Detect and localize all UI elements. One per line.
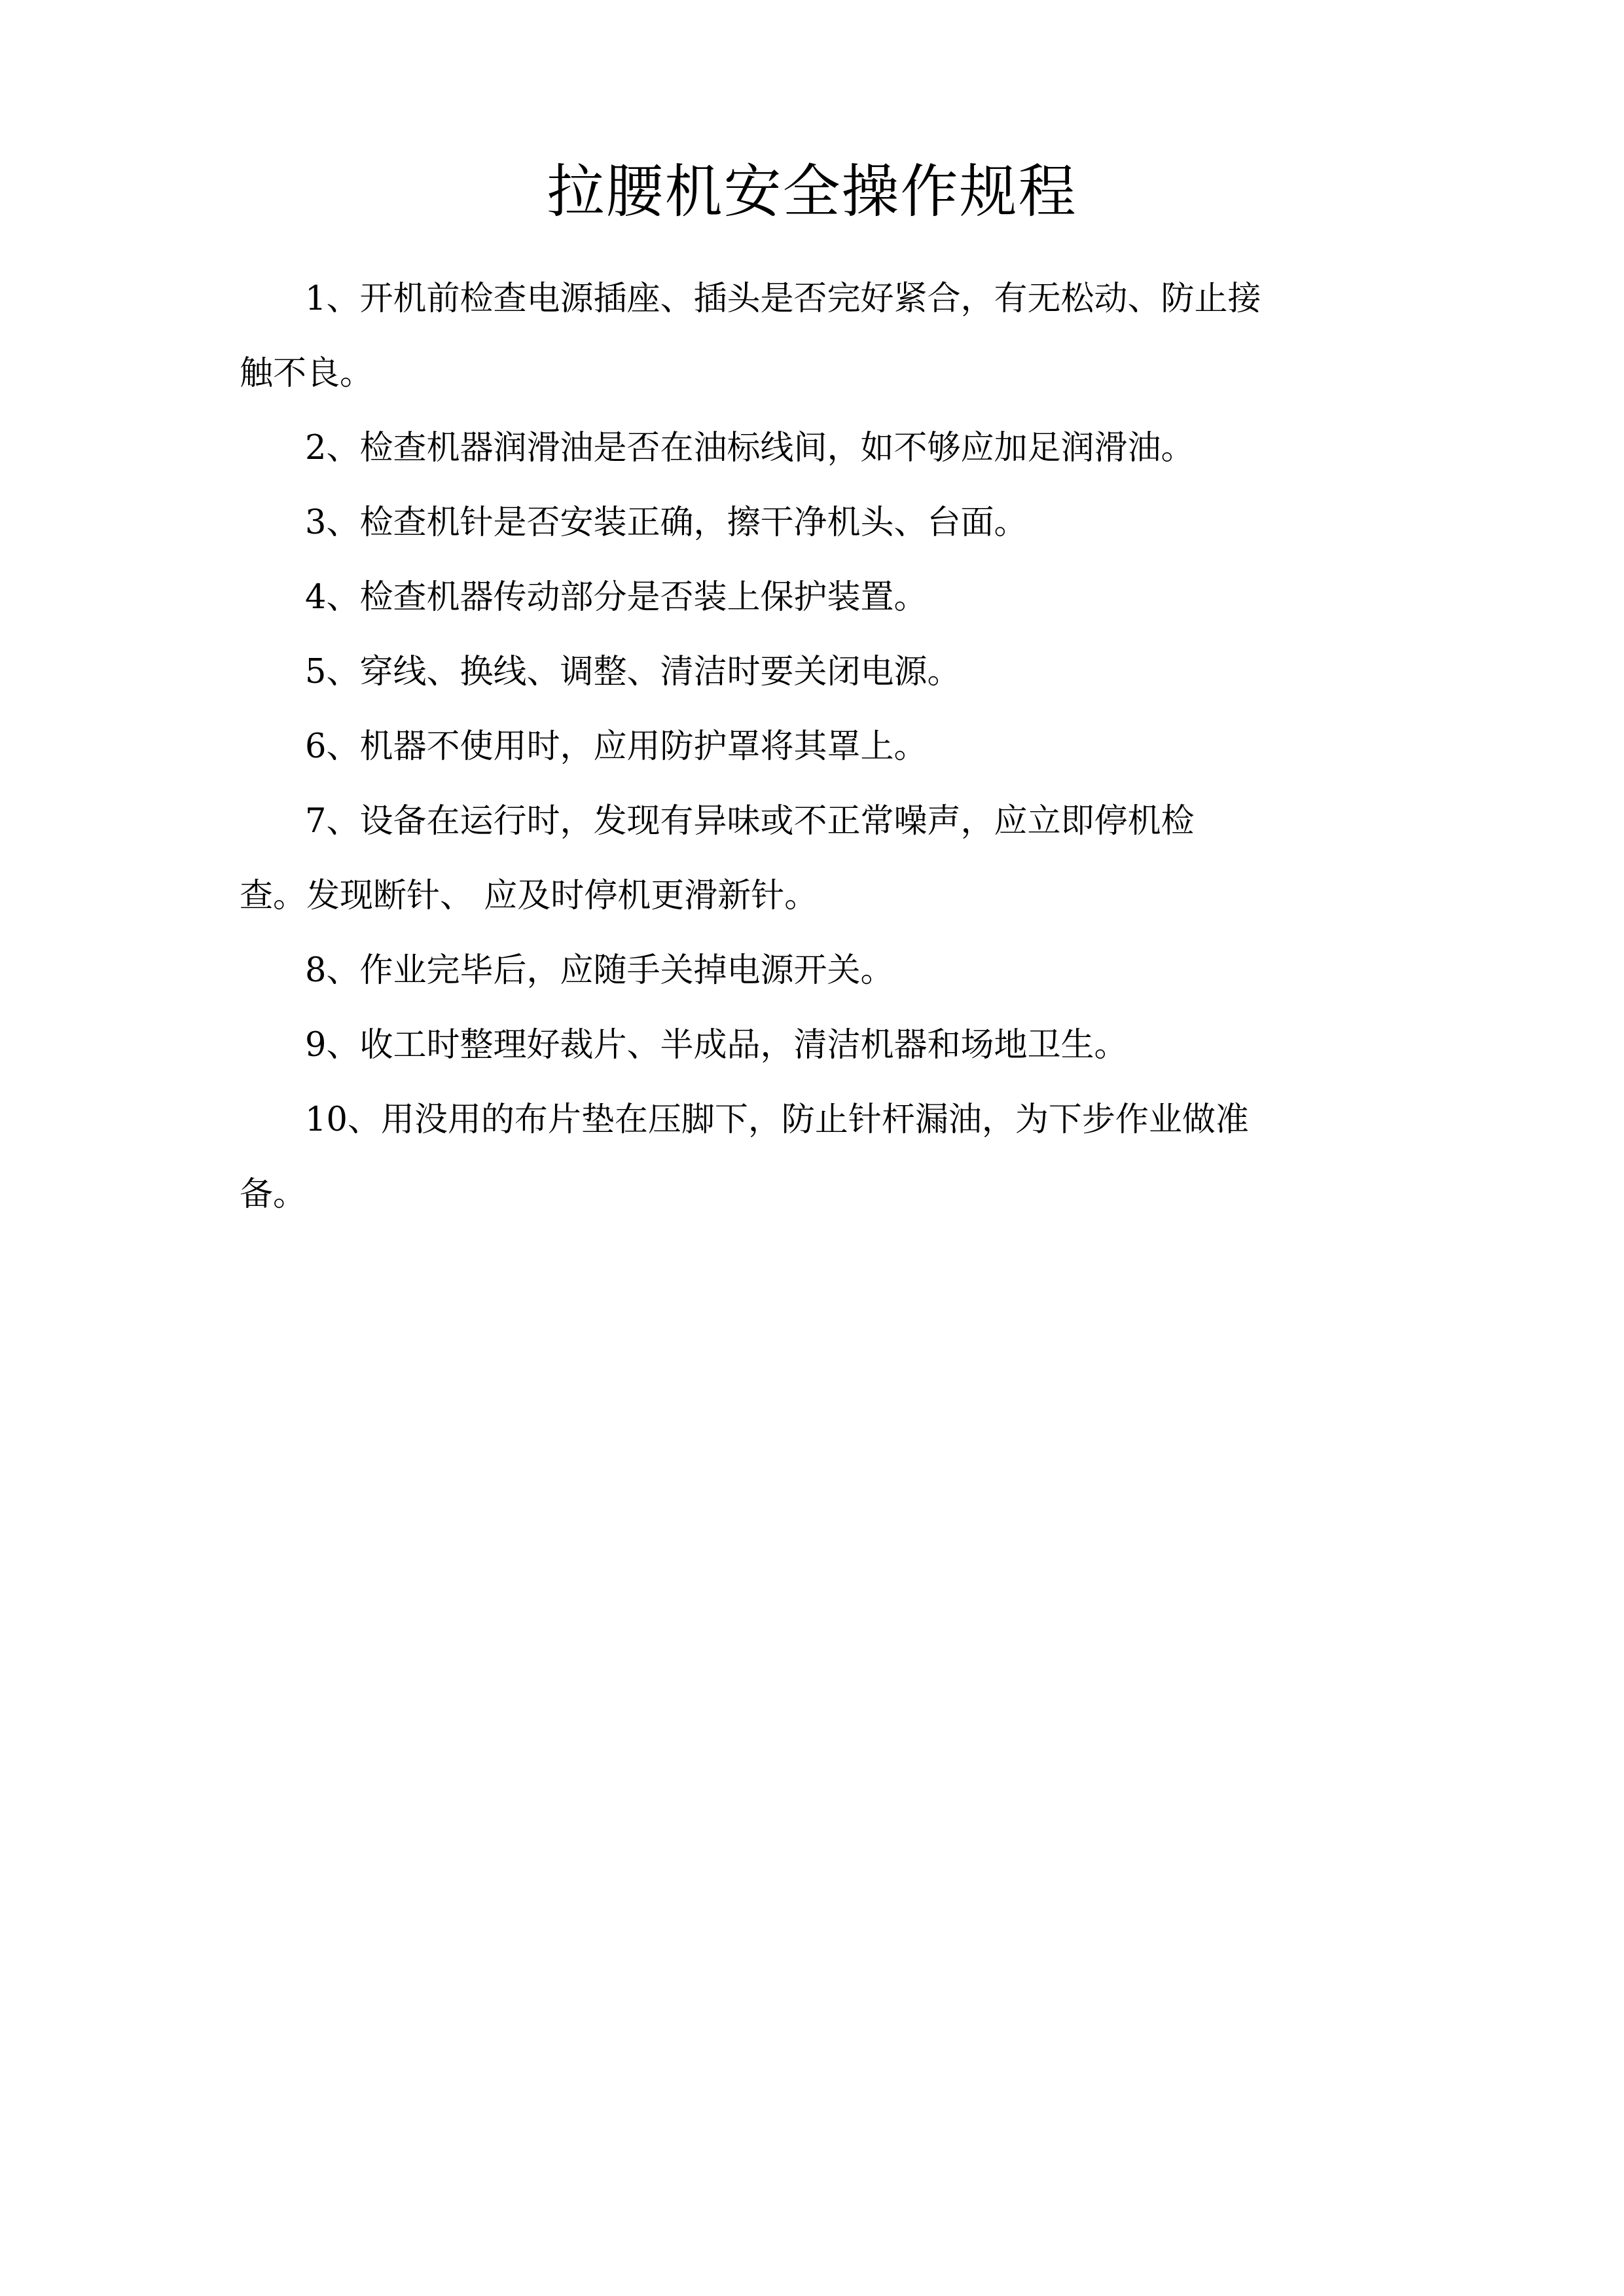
rule-text: 4、检查机器传动部分是否装上保护装置。 <box>305 578 928 617</box>
rule-text: 1、开机前检查电源插座、插头是否完好紧合，有无松动、防止接 <box>305 280 1261 318</box>
rule-text: 7、设备在运行时，发现有异味或不正常噪声，应立即停机检 <box>305 802 1195 841</box>
rule-text-continuation: 查。发现断针、 应及时停机更滑新针。 <box>240 877 818 915</box>
rule-text: 10、用没用的布片垫在压脚下，防止针杆漏油，为下步作业做准 <box>305 1101 1249 1139</box>
rule-item-8 <box>240 934 1418 1008</box>
rule-item-10 <box>240 1083 1418 1232</box>
rule-item-7 <box>240 784 1418 934</box>
rule-item-3 <box>240 486 1418 560</box>
document-title: 拉腰机安全操作规程 <box>547 158 1077 225</box>
rule-item-4 <box>240 560 1418 635</box>
rule-text: 3、检查机针是否安装正确，擦干净机头、台面。 <box>305 503 1028 542</box>
rule-text: 5、穿线、换线、调整、清洁时要关闭电源。 <box>305 653 961 691</box>
rule-item-1 <box>240 262 1418 411</box>
rule-item-9 <box>240 1008 1418 1083</box>
rules-list <box>240 262 1418 1232</box>
rule-item-6 <box>240 710 1418 784</box>
rule-text-continuation: 触不良。 <box>240 354 374 393</box>
rule-item-2 <box>240 411 1418 486</box>
rule-text: 8、作业完毕后，应随手关掉电源开关。 <box>305 951 894 990</box>
rule-text: 2、检查机器润滑油是否在油标线间，如不够应加足润滑油。 <box>305 429 1195 467</box>
rule-text-continuation: 备。 <box>240 1175 307 1214</box>
rule-text: 9、收工时整理好裁片、半成品，清洁机器和场地卫生。 <box>305 1026 1128 1065</box>
rule-text: 6、机器不使用时，应用防护罩将其罩上。 <box>305 727 928 766</box>
rule-item-5 <box>240 635 1418 710</box>
